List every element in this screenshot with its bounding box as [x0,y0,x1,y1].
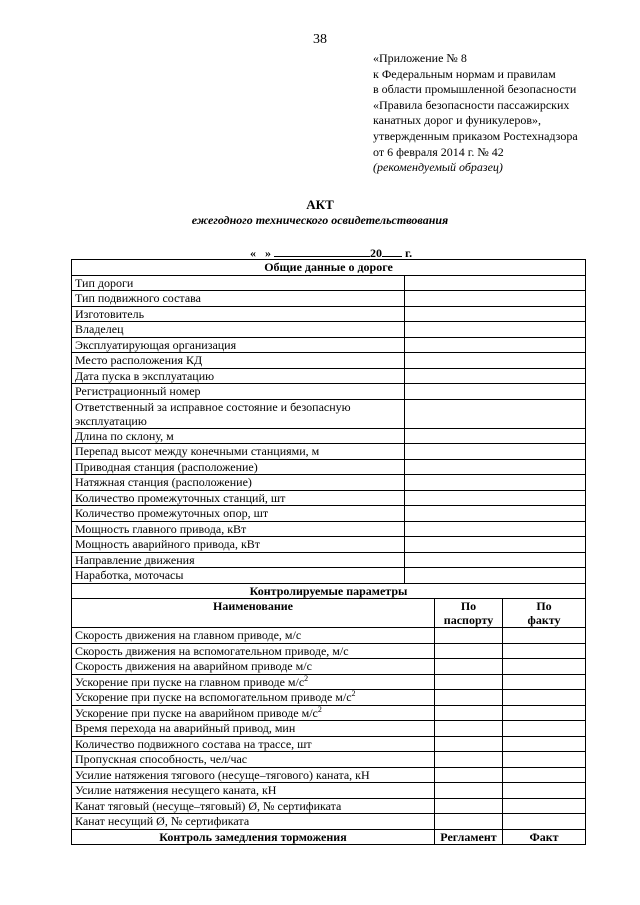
general-row [72,521,586,537]
general-row-value[interactable] [405,552,586,568]
general-row-value[interactable] [405,275,586,291]
controlled-row [72,783,586,799]
fact-value-cell[interactable] [503,767,586,783]
column-header-passport [435,599,503,628]
inspection-table [71,259,586,845]
date-year-suffix: г. [405,246,413,260]
controlled-section-heading: Контролируемые параметры [72,583,586,599]
passport-value-cell[interactable] [435,674,503,690]
controlled-row-text: Скорость движения на главном приводе, м/с [75,628,302,642]
general-row [72,552,586,568]
controlled-row-text: Канат тяговый (несуще–тяговый) Ø, № сертификата [75,798,342,813]
column-header-fact-line1: По [536,599,552,613]
general-row-value[interactable] [405,322,586,338]
general-row-label: Мощность главного привода, кВт [72,521,405,537]
general-row-label: Изготовитель [72,306,405,322]
general-row-label: Тип дороги [72,275,405,291]
general-row-label: Регистрационный номер [72,384,405,400]
passport-value-cell[interactable] [435,783,503,799]
general-row [72,537,586,553]
general-row [72,275,586,291]
general-row [72,490,586,506]
general-row [72,428,586,444]
general-row-label: Количество промежуточных опор, шт [72,506,405,522]
column-header-regulation: Регламент [435,829,503,845]
controlled-row-text: Пропускная способность, чел/час [75,752,248,766]
fact-value-cell[interactable] [503,721,586,737]
passport-value-cell[interactable] [435,721,503,737]
inspection-table-body [72,260,586,845]
passport-value-cell[interactable] [435,736,503,752]
controlled-row [72,628,586,644]
general-row-value[interactable] [405,384,586,400]
general-row [72,459,586,475]
general-row [72,322,586,338]
general-row-value[interactable] [405,428,586,444]
column-header-fact-line2: факту [527,613,561,627]
general-row [72,368,586,384]
squared-superscript: 2 [351,689,356,698]
general-row-label: Направление движения [72,552,405,568]
controlled-row-text: Ускорение при пуске на вспомогательном приводе м/с [75,690,352,704]
controlled-row-label [72,752,435,768]
controlled-row [72,767,586,783]
controlled-row-label [72,736,435,752]
passport-value-cell[interactable] [435,659,503,675]
page-number: 38 [313,32,327,47]
general-row-value[interactable] [405,490,586,506]
controlled-row-text: Ускорение при пуске на аварийном приводе м/с [75,705,318,720]
controlled-row-label [72,721,435,737]
passport-value-cell[interactable] [435,767,503,783]
column-header-fact [503,599,586,628]
controlled-row-text: Скорость движения на аварийном приводе м/с [75,659,312,673]
general-row-label: Наработка, моточасы [72,568,405,584]
general-row-value[interactable] [405,291,586,307]
appendix-line: от 6 февраля 2014 г. № 42 [373,144,504,159]
appendix-block [373,51,578,176]
general-row-value[interactable] [405,337,586,353]
controlled-row [72,659,586,675]
appendix-line: «Правила безопасности пассажирских [373,97,570,112]
appendix-line: к Федеральным нормам и правилам [373,66,556,81]
date-open-quote: « [250,246,256,260]
general-row [72,337,586,353]
appendix-line: канатных дорог и фуникулеров», [373,113,542,128]
fact-value-cell[interactable] [503,628,586,644]
controlled-section-heading-row [72,583,586,599]
controlled-row [72,721,586,737]
general-row [72,306,586,322]
fact-value-cell[interactable] [503,814,586,830]
controlled-row [72,798,586,814]
fact-value-cell[interactable] [503,736,586,752]
general-row-value[interactable] [405,306,586,322]
general-row-label: Количество промежуточных станций, шт [72,490,405,506]
controlled-row [72,690,586,706]
passport-value-cell[interactable] [435,798,503,814]
fact-value-cell[interactable] [503,798,586,814]
general-row-value[interactable] [405,459,586,475]
controlled-row [72,705,586,721]
general-row-value[interactable] [405,537,586,553]
general-row-value[interactable] [405,506,586,522]
general-row [72,444,586,460]
general-section-heading-row [72,260,586,276]
date-year-prefix: 20 [370,246,382,260]
general-row [72,291,586,307]
column-header-passport-line1: По [460,599,477,613]
passport-value-cell[interactable] [435,690,503,706]
general-row-label: Дата пуска в эксплуатацию [72,368,405,384]
appendix-line: утвержденным приказом Ростехнадзора [373,128,578,143]
date-close-quote: » [265,246,271,260]
fact-value-cell[interactable] [503,705,586,721]
general-row-value[interactable] [405,568,586,584]
squared-superscript: 2 [317,705,322,714]
passport-value-cell[interactable] [435,705,503,721]
controlled-row-label [72,643,435,659]
squared-superscript: 2 [304,674,309,683]
controlled-row [72,674,586,690]
general-row-value[interactable] [405,521,586,537]
general-row-value[interactable] [405,399,586,428]
controlled-row-text: Количество подвижного состава на трассе, шт [75,736,312,751]
general-row-label: Эксплуатирующая организация [72,337,405,353]
controlled-row [72,643,586,659]
controlled-row-label [72,783,435,799]
document-title: АКТ [306,197,334,212]
general-row-label: Перепад высот между конечными станциями, м [72,444,405,460]
controlled-header-row [72,599,586,628]
general-row-label: Ответственный за исправное состояние и безопасную эксплуатацию [72,399,405,428]
general-section-heading: Общие данные о дороге [72,260,586,276]
passport-value-cell[interactable] [435,814,503,830]
column-header-braking-fact: Факт [503,829,586,845]
controlled-row-text: Усилие натяжения несущего каната, кН [75,783,277,797]
controlled-row-text: Ускорение при пуске на главном приводе м/с [75,674,305,689]
date-month-blank[interactable] [274,245,370,257]
general-row-label: Приводная станция (расположение) [72,459,405,475]
fact-value-cell[interactable] [503,752,586,768]
general-row [72,399,586,428]
controlled-row-label [72,659,435,675]
general-row-label: Место расположения КД [72,353,405,369]
controlled-row-text: Время перехода на аварийный привод, мин [75,721,296,735]
general-row [72,384,586,400]
controlled-row-label [72,628,435,644]
fact-value-cell[interactable] [503,690,586,706]
column-header-name: Наименование [72,599,435,628]
controlled-row-label [72,798,435,814]
appendix-line: «Приложение № 8 [373,51,467,65]
controlled-row-text: Скорость движения на вспомогательном приводе, м/с [75,643,349,658]
general-row-label: Тип подвижного состава [72,291,405,307]
controlled-row-label [72,705,435,721]
controlled-row [72,814,586,830]
passport-value-cell[interactable] [435,628,503,644]
fact-value-cell[interactable] [503,783,586,799]
general-row-label: Натяжная станция (расположение) [72,475,405,491]
general-row-label: Владелец [72,322,405,338]
controlled-row-label [72,814,435,830]
document-subtitle: ежегодного технического освидетельствования [191,213,449,227]
general-row-label: Мощность аварийного привода, кВт [72,537,405,553]
controlled-row-text: Усилие натяжения тягового (несуще–тягового) каната, кН [75,767,370,782]
appendix-line: в области промышленной безопасности [373,82,577,97]
fact-value-cell[interactable] [503,659,586,675]
controlled-row-label [72,767,435,783]
fact-value-cell[interactable] [503,643,586,659]
general-row-value[interactable] [405,353,586,369]
general-row [72,475,586,491]
date-year-blank[interactable] [382,245,402,257]
general-row-value[interactable] [405,475,586,491]
braking-header-row [72,829,586,845]
column-header-passport-line2: паспорту [443,613,494,627]
appendix-note: (рекомендуемый образец) [373,160,503,175]
passport-value-cell[interactable] [435,643,503,659]
general-row-value[interactable] [405,368,586,384]
general-row [72,568,586,584]
controlled-row [72,752,586,768]
controlled-row-label [72,690,435,706]
controlled-row [72,736,586,752]
general-row [72,353,586,369]
fact-value-cell[interactable] [503,674,586,690]
general-row-label: Длина по склону, м [72,428,405,444]
passport-value-cell[interactable] [435,752,503,768]
braking-section-heading: Контроль замедления торможения [72,829,435,845]
general-row-value[interactable] [405,444,586,460]
controlled-row-label [72,674,435,690]
general-row [72,506,586,522]
controlled-row-text: Канат несущий Ø, № сертификата [75,814,250,828]
